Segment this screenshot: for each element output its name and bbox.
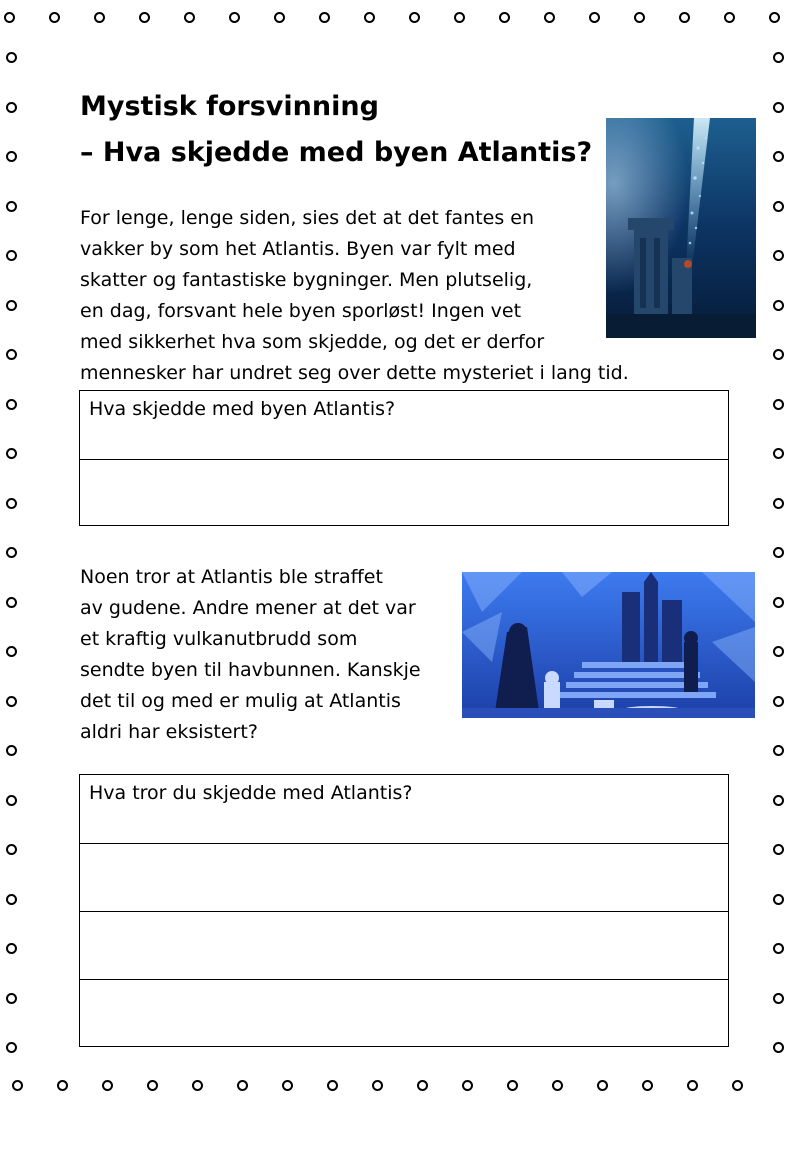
border-dot bbox=[192, 1080, 203, 1091]
paragraph-1-line-6: mennesker har undret seg over dette mysteriet i lang tid. bbox=[80, 362, 629, 384]
border-dot bbox=[6, 844, 17, 855]
answer-row[interactable] bbox=[80, 775, 728, 843]
paragraph-1-line-3: skatter og fantastiske bygninger. Men plutselig, bbox=[80, 269, 533, 291]
border-dot bbox=[6, 151, 17, 162]
border-dot bbox=[679, 12, 690, 23]
border-dot bbox=[773, 399, 784, 410]
border-dot bbox=[139, 12, 150, 23]
border-dot bbox=[229, 12, 240, 23]
border-dot bbox=[409, 12, 420, 23]
answer-row[interactable] bbox=[80, 911, 728, 979]
border-dot bbox=[6, 547, 17, 558]
border-dot bbox=[773, 844, 784, 855]
border-dot bbox=[372, 1080, 383, 1091]
border-dot bbox=[6, 745, 17, 756]
border-dot bbox=[94, 12, 105, 23]
answer-box-1 bbox=[79, 390, 729, 526]
question-1: Hva skjedde med byen Atlantis? bbox=[89, 398, 396, 420]
border-dot bbox=[773, 795, 784, 806]
border-dot bbox=[6, 300, 17, 311]
border-dot bbox=[732, 1080, 743, 1091]
border-dot bbox=[773, 745, 784, 756]
border-dot bbox=[773, 102, 784, 113]
border-dot bbox=[57, 1080, 68, 1091]
answer-row[interactable] bbox=[80, 843, 728, 911]
border-dot bbox=[6, 250, 17, 261]
border-dot bbox=[773, 943, 784, 954]
border-dot bbox=[237, 1080, 248, 1091]
paragraph-1-line-1: For lenge, lenge siden, sies det at det fantes en bbox=[80, 207, 535, 229]
sunken-city-illustration bbox=[462, 572, 755, 718]
answer-row[interactable] bbox=[80, 459, 728, 525]
border-dot bbox=[773, 448, 784, 459]
paragraph-1-line-2: vakker by som het Atlantis. Byen var fylt med bbox=[80, 238, 516, 260]
border-dot bbox=[773, 201, 784, 212]
paragraph-2-line-4: sendte byen til havbunnen. Kanskje bbox=[80, 659, 421, 681]
border-dot bbox=[6, 795, 17, 806]
border-dot bbox=[462, 1080, 473, 1091]
border-dot bbox=[6, 696, 17, 707]
border-dot bbox=[544, 12, 555, 23]
border-dot bbox=[319, 12, 330, 23]
border-dot bbox=[49, 12, 60, 23]
border-dot bbox=[6, 993, 17, 1004]
border-dot bbox=[327, 1080, 338, 1091]
title-line-1: Mystisk forsvinning bbox=[80, 91, 379, 122]
border-dot bbox=[6, 399, 17, 410]
border-dot bbox=[769, 12, 780, 23]
border-dot bbox=[364, 12, 375, 23]
border-dot bbox=[6, 943, 17, 954]
border-dot bbox=[724, 12, 735, 23]
question-2: Hva tror du skjedde med Atlantis? bbox=[89, 782, 413, 804]
paragraph-2-line-1: Noen tror at Atlantis ble straffet bbox=[80, 566, 383, 588]
answer-row[interactable] bbox=[80, 979, 728, 1046]
answer-row[interactable] bbox=[80, 391, 728, 459]
paragraph-2-line-2: av gudene. Andre mener at det var bbox=[80, 597, 416, 619]
border-dot bbox=[6, 349, 17, 360]
border-dot bbox=[6, 1042, 17, 1053]
title-line-2: – Hva skjedde med byen Atlantis? bbox=[80, 137, 593, 168]
border-dot bbox=[773, 696, 784, 707]
border-dot bbox=[6, 498, 17, 509]
border-dot bbox=[454, 12, 465, 23]
paragraph-1-line-4: en dag, forsvant hele byen sporløst! Ingen vet bbox=[80, 300, 522, 322]
border-dot bbox=[589, 12, 600, 23]
border-dot bbox=[687, 1080, 698, 1091]
border-dot bbox=[773, 1042, 784, 1053]
border-dot bbox=[773, 52, 784, 63]
underwater-ruins-image bbox=[606, 118, 756, 338]
border-dot bbox=[773, 894, 784, 905]
border-dot bbox=[6, 52, 17, 63]
border-dot bbox=[147, 1080, 158, 1091]
border-dot bbox=[12, 1080, 23, 1091]
border-dot bbox=[597, 1080, 608, 1091]
border-dot bbox=[417, 1080, 428, 1091]
border-dot bbox=[6, 102, 17, 113]
border-dot bbox=[773, 646, 784, 657]
border-dot bbox=[773, 151, 784, 162]
border-dot bbox=[773, 597, 784, 608]
border-dot bbox=[6, 646, 17, 657]
paragraph-2-line-5: det til og med er mulig at Atlantis bbox=[80, 690, 401, 712]
border-dot bbox=[773, 349, 784, 360]
border-dot bbox=[642, 1080, 653, 1091]
paragraph-1-line-5: med sikkerhet hva som skjedde, og det er derfor bbox=[80, 331, 545, 353]
paragraph-2-line-6: aldri har eksistert? bbox=[80, 721, 258, 743]
paragraph-2-line-3: et kraftig vulkanutbrudd som bbox=[80, 628, 358, 650]
border-dot bbox=[6, 201, 17, 212]
answer-box-2 bbox=[79, 774, 729, 1047]
border-dot bbox=[6, 597, 17, 608]
border-dot bbox=[6, 448, 17, 459]
border-dot bbox=[282, 1080, 293, 1091]
border-dot bbox=[4, 12, 15, 23]
border-dot bbox=[773, 300, 784, 311]
border-dot bbox=[634, 12, 645, 23]
border-dot bbox=[274, 12, 285, 23]
border-dot bbox=[499, 12, 510, 23]
border-dot bbox=[552, 1080, 563, 1091]
border-dot bbox=[773, 250, 784, 261]
border-dot bbox=[773, 498, 784, 509]
border-dot bbox=[507, 1080, 518, 1091]
border-dot bbox=[102, 1080, 113, 1091]
border-dot bbox=[6, 894, 17, 905]
border-dot bbox=[773, 547, 784, 558]
border-dot bbox=[184, 12, 195, 23]
border-dot bbox=[773, 993, 784, 1004]
